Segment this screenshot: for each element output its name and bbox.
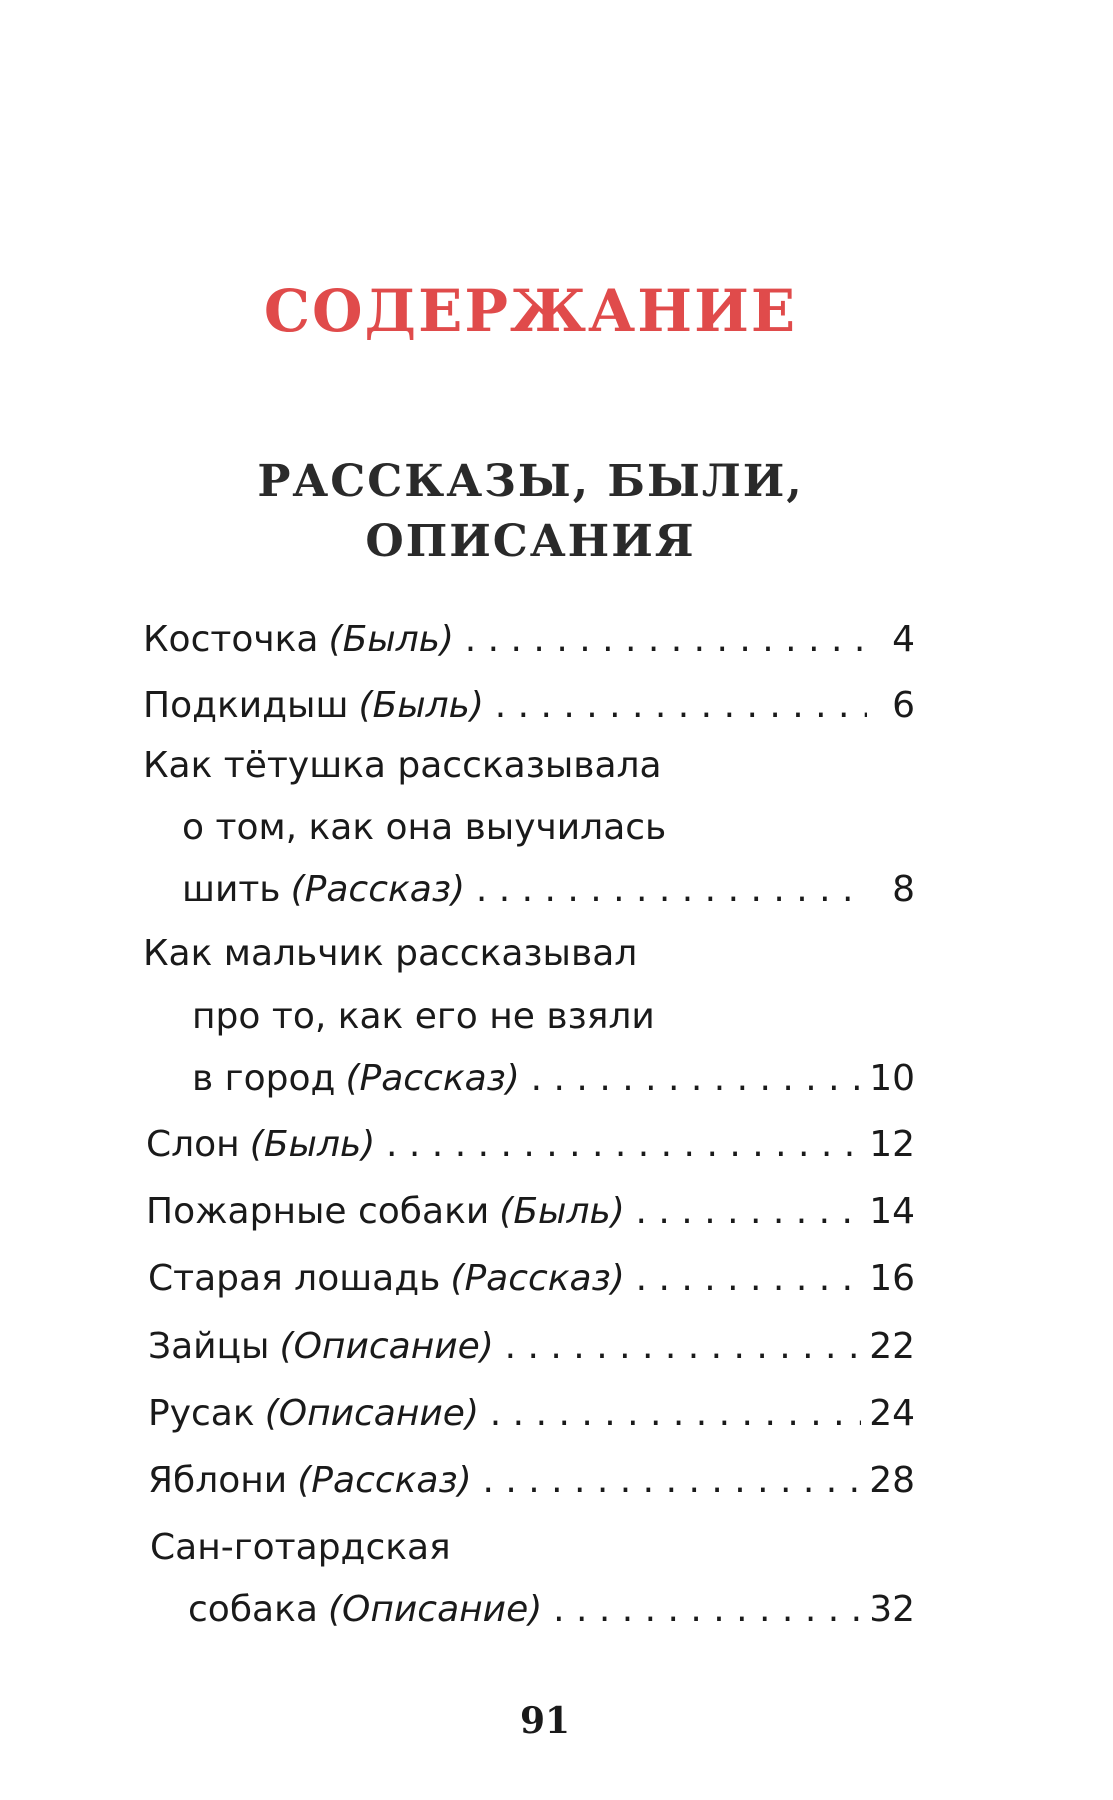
entry-page-number: 12 bbox=[869, 1124, 915, 1165]
entry-title-line: Как мальчик рассказывал bbox=[143, 933, 638, 974]
entry-genre: (Быль) bbox=[249, 1124, 376, 1165]
dot-leader bbox=[542, 1585, 861, 1635]
entry-title: Старая лошадь bbox=[148, 1258, 441, 1299]
entry-genre: (Рассказ) bbox=[450, 1258, 625, 1299]
entry-page-number: 14 bbox=[869, 1191, 915, 1232]
entry-page-number: 28 bbox=[869, 1460, 915, 1501]
entry-page-number: 8 bbox=[892, 869, 915, 910]
entry-page-number: 32 bbox=[869, 1589, 915, 1630]
entry-genre: (Описание) bbox=[279, 1326, 494, 1367]
dot-leader bbox=[472, 1456, 862, 1506]
entry-genre: (Описание) bbox=[327, 1589, 543, 1630]
entry-title: Яблони bbox=[148, 1460, 288, 1501]
entry-title: Пожарные собаки bbox=[146, 1191, 490, 1232]
dot-leader bbox=[520, 1054, 861, 1104]
dot-leader bbox=[494, 1322, 861, 1372]
entry-title: собака bbox=[188, 1589, 318, 1630]
dot-leader bbox=[625, 1187, 861, 1237]
entry-page-number: 4 bbox=[892, 619, 915, 660]
entry-genre: (Рассказ) bbox=[297, 1460, 472, 1501]
entry-title: Косточка bbox=[143, 619, 319, 660]
toc-entry bbox=[143, 615, 915, 665]
entry-page-number: 16 bbox=[869, 1258, 915, 1299]
entry-title-line: о том, как она выучилась bbox=[182, 807, 667, 848]
page-number: 91 bbox=[519, 1700, 571, 1742]
toc-entry bbox=[148, 1322, 915, 1372]
entry-page-number: 22 bbox=[869, 1326, 915, 1367]
toc-entry bbox=[143, 681, 915, 731]
entry-genre: (Быль) bbox=[328, 619, 454, 660]
toc-entry bbox=[148, 1389, 915, 1439]
toc-entry bbox=[146, 1187, 915, 1237]
entry-last-line bbox=[182, 865, 915, 915]
entry-genre: (Описание) bbox=[264, 1393, 479, 1434]
entry-title: шить bbox=[182, 869, 281, 910]
entry-title: Русак bbox=[148, 1393, 255, 1434]
section-heading-line-1: РАССКАЗЫ, БЫЛИ, bbox=[257, 456, 804, 507]
entry-title: в город bbox=[192, 1058, 336, 1099]
entry-genre: (Рассказ) bbox=[345, 1058, 520, 1099]
entry-last-line bbox=[192, 1054, 915, 1104]
dot-leader bbox=[479, 1389, 861, 1439]
entry-title: Зайцы bbox=[148, 1326, 270, 1367]
entry-title-line: Как тётушка рассказывала bbox=[143, 745, 662, 786]
dot-leader bbox=[375, 1120, 861, 1170]
contents-heading: СОДЕРЖАНИЕ bbox=[263, 277, 798, 345]
entry-last-line bbox=[188, 1585, 915, 1635]
dot-leader bbox=[625, 1254, 861, 1304]
toc-entry bbox=[146, 1120, 915, 1170]
entry-title: Слон bbox=[146, 1124, 240, 1165]
dot-leader bbox=[484, 681, 867, 731]
toc-entry bbox=[148, 1456, 915, 1506]
entry-genre: (Быль) bbox=[499, 1191, 625, 1232]
dot-leader bbox=[465, 865, 867, 915]
entry-title: Подкидыш bbox=[143, 685, 349, 726]
dot-leader bbox=[454, 615, 867, 665]
entry-genre: (Рассказ) bbox=[290, 869, 466, 910]
entry-page-number: 24 bbox=[869, 1393, 915, 1434]
entry-page-number: 6 bbox=[892, 685, 915, 726]
entry-title-line: Сан-готардская bbox=[150, 1527, 451, 1568]
entry-page-number: 10 bbox=[869, 1058, 915, 1099]
entry-title-line: про то, как его не взяли bbox=[192, 996, 655, 1037]
entry-genre: (Быль) bbox=[358, 685, 484, 726]
section-heading-line-2: ОПИСАНИЯ bbox=[365, 516, 696, 567]
toc-entry bbox=[148, 1254, 915, 1304]
